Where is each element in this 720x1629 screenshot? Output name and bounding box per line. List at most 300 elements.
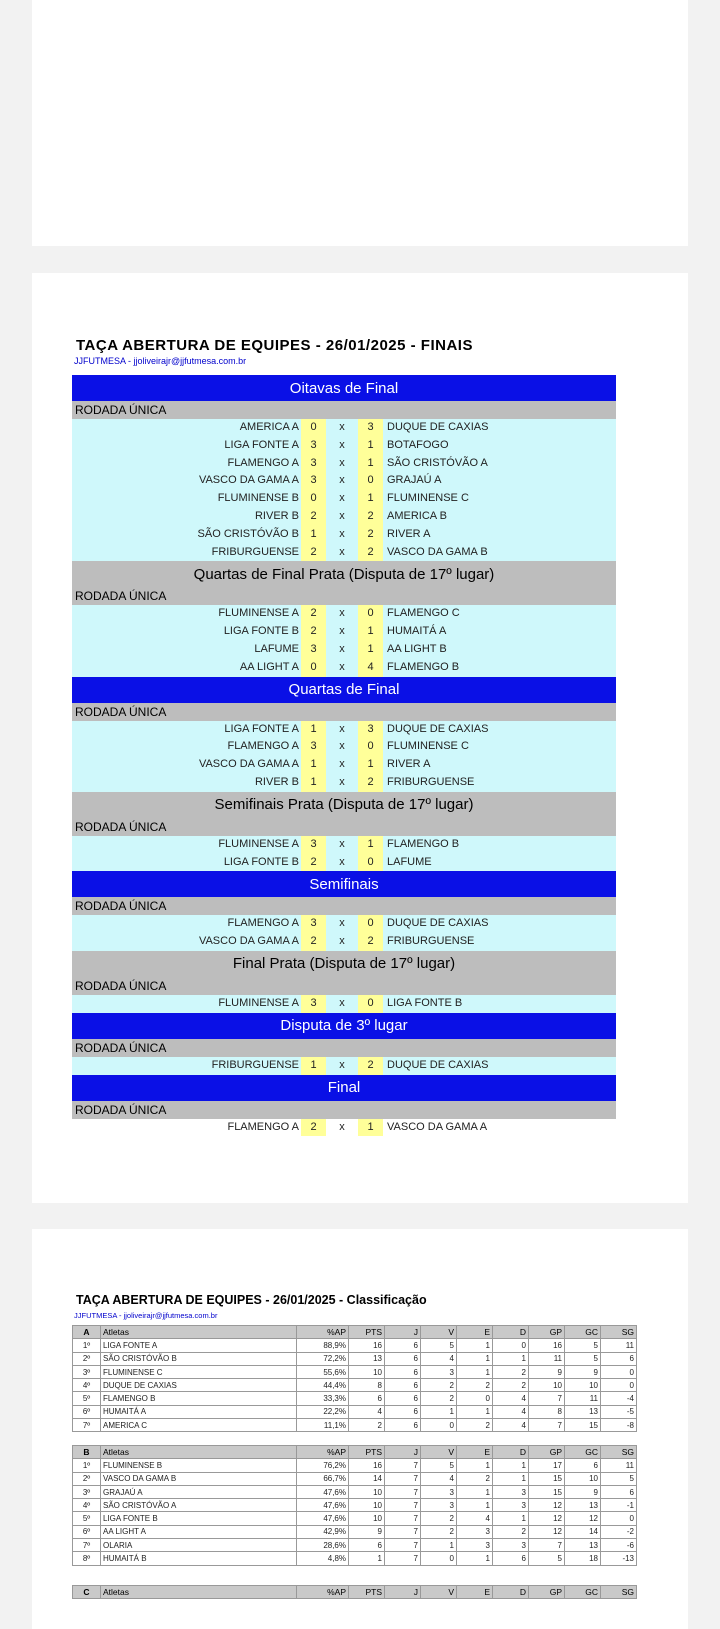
versus-mark: x	[339, 607, 345, 620]
stat-cell: 88,9%	[297, 1339, 349, 1352]
away-team: LIGA FONTE B	[387, 996, 463, 1009]
home-team: FRIBURGUENSE	[211, 1058, 299, 1071]
stat-cell: 15	[529, 1485, 565, 1498]
stat-cell: 1	[457, 1552, 493, 1565]
team-cell: FLAMENGO B	[101, 1392, 297, 1405]
home-team: LAFUME	[254, 642, 299, 655]
stat-cell: 9	[349, 1525, 385, 1538]
stat-cell: 7	[529, 1419, 565, 1432]
away-score: 2	[358, 508, 383, 526]
home-team: LIGA FONTE B	[223, 855, 299, 868]
away-score: 2	[358, 526, 383, 544]
standings-row	[73, 1525, 637, 1538]
away-score: 1	[358, 437, 383, 455]
standings-row	[73, 1339, 637, 1352]
home-team: FLAMENGO A	[227, 1120, 299, 1133]
stat-cell: 11	[529, 1352, 565, 1365]
stat-cell: 2	[457, 1472, 493, 1485]
section-header: Disputa de 3º lugar	[72, 1013, 616, 1039]
column-header: GC	[565, 1586, 601, 1599]
rank-cell: 5º	[73, 1392, 101, 1405]
finals-title: TAÇA ABERTURA DE EQUIPES - 26/01/2025 - FINAIS	[76, 337, 473, 354]
match-row	[72, 641, 616, 659]
round-label: RODADA ÚNICA	[72, 897, 616, 915]
stat-cell: 5	[529, 1552, 565, 1565]
home-score: 0	[301, 490, 326, 508]
finals-page-card	[32, 273, 688, 1203]
group-label: B	[73, 1446, 101, 1459]
stat-cell: 15	[565, 1419, 601, 1432]
match-row	[72, 544, 616, 562]
stat-cell: 6	[565, 1459, 601, 1472]
match-row	[72, 623, 616, 641]
match-row	[72, 738, 616, 756]
group-label: C	[73, 1586, 101, 1599]
away-score: 1	[358, 490, 383, 508]
stat-cell: 7	[385, 1485, 421, 1498]
column-header: D	[493, 1326, 529, 1339]
column-header: SG	[601, 1446, 637, 1459]
stat-cell: 2	[493, 1379, 529, 1392]
stat-cell: 3	[421, 1365, 457, 1378]
stat-cell: 3	[457, 1525, 493, 1538]
stat-cell: 13	[349, 1352, 385, 1365]
group-label: A	[73, 1326, 101, 1339]
home-team: LIGA FONTE B	[223, 625, 299, 638]
stat-cell: 4	[421, 1352, 457, 1365]
match-row	[72, 721, 616, 739]
versus-mark: x	[339, 1058, 345, 1071]
home-score: 1	[301, 721, 326, 739]
home-team: FLAMENGO A	[227, 917, 299, 930]
column-header: Atletas	[101, 1586, 297, 1599]
stat-cell: 12	[529, 1512, 565, 1525]
stat-cell: 16	[349, 1459, 385, 1472]
home-score: 1	[301, 1057, 326, 1075]
away-team: FLAMENGO B	[387, 837, 460, 850]
stat-cell: -4	[601, 1392, 637, 1405]
section-header: Semifinais Prata (Disputa de 17º lugar)	[72, 792, 616, 818]
stat-cell: -5	[601, 1405, 637, 1418]
away-team: FLUMINENSE C	[387, 740, 469, 753]
stat-cell: 1	[493, 1512, 529, 1525]
home-score: 2	[301, 508, 326, 526]
team-cell: HUMAITÁ B	[101, 1552, 297, 1565]
home-score: 1	[301, 526, 326, 544]
home-team: VASCO DA GAMA A	[198, 758, 299, 771]
away-score: 3	[358, 721, 383, 739]
standings-table-group	[72, 1445, 637, 1566]
column-header: D	[493, 1586, 529, 1599]
match-row	[72, 490, 616, 508]
stat-cell: 2	[421, 1525, 457, 1538]
match-row	[72, 1119, 616, 1137]
stat-cell: 2	[493, 1365, 529, 1378]
stat-cell: 6	[349, 1392, 385, 1405]
section-header: Quartas de Final	[72, 677, 616, 703]
home-team: FLUMINENSE A	[218, 607, 299, 620]
versus-mark: x	[339, 1120, 345, 1133]
home-score: 3	[301, 738, 326, 756]
stat-cell: 47,6%	[297, 1512, 349, 1525]
rank-cell: 1º	[73, 1459, 101, 1472]
rank-cell: 7º	[73, 1419, 101, 1432]
home-score: 1	[301, 756, 326, 774]
standings-row	[73, 1419, 637, 1432]
stat-cell: 0	[601, 1365, 637, 1378]
stat-cell: 5	[421, 1459, 457, 1472]
rank-cell: 3º	[73, 1365, 101, 1378]
stat-cell: 4	[421, 1472, 457, 1485]
away-team: DUQUE DE CAXIAS	[387, 917, 489, 930]
team-cell: DUQUE DE CAXIAS	[101, 1379, 297, 1392]
stat-cell: 2	[421, 1379, 457, 1392]
standings-header-row	[73, 1446, 637, 1459]
stat-cell: 7	[385, 1552, 421, 1565]
stat-cell: 4	[493, 1419, 529, 1432]
away-team: BOTAFOGO	[387, 438, 449, 451]
stat-cell: 0	[457, 1392, 493, 1405]
away-score: 0	[358, 738, 383, 756]
team-cell: LIGA FONTE B	[101, 1512, 297, 1525]
stat-cell: 7	[385, 1472, 421, 1485]
stat-cell: 11	[565, 1392, 601, 1405]
away-team: RIVER A	[387, 527, 431, 540]
stat-cell: 7	[385, 1512, 421, 1525]
away-team: DUQUE DE CAXIAS	[387, 722, 489, 735]
away-team: AMERICA B	[387, 509, 447, 522]
section-header: Final Prata (Disputa de 17º lugar)	[72, 951, 616, 977]
stat-cell: 6	[349, 1539, 385, 1552]
versus-mark: x	[339, 758, 345, 771]
round-label: RODADA ÚNICA	[72, 1101, 616, 1119]
stat-cell: 6	[385, 1419, 421, 1432]
stat-cell: 13	[565, 1539, 601, 1552]
home-score: 3	[301, 455, 326, 473]
versus-mark: x	[339, 438, 345, 451]
stat-cell: 3	[457, 1539, 493, 1552]
stat-cell: 4	[457, 1512, 493, 1525]
home-score: 2	[301, 1119, 326, 1137]
away-score: 1	[358, 836, 383, 854]
stat-cell: 0	[421, 1419, 457, 1432]
rank-cell: 6º	[73, 1525, 101, 1538]
stat-cell: 17	[529, 1459, 565, 1472]
stat-cell: 10	[565, 1379, 601, 1392]
column-header: GP	[529, 1326, 565, 1339]
stat-cell: 47,6%	[297, 1499, 349, 1512]
stat-cell: 1	[493, 1459, 529, 1472]
team-cell: AMERICA C	[101, 1419, 297, 1432]
stat-cell: 5	[565, 1352, 601, 1365]
stat-cell: 72,2%	[297, 1352, 349, 1365]
away-team: HUMAITÁ A	[387, 625, 447, 638]
stat-cell: 33,3%	[297, 1392, 349, 1405]
stat-cell: 4	[493, 1392, 529, 1405]
stat-cell: 1	[493, 1352, 529, 1365]
away-score: 0	[358, 472, 383, 490]
versus-mark: x	[339, 456, 345, 469]
stat-cell: 1	[457, 1339, 493, 1352]
away-score: 1	[358, 641, 383, 659]
team-cell: SÃO CRISTÓVÃO B	[101, 1352, 297, 1365]
column-header: V	[421, 1326, 457, 1339]
stat-cell: 7	[385, 1499, 421, 1512]
column-header: GP	[529, 1446, 565, 1459]
section-header: Final	[72, 1075, 616, 1101]
team-cell: GRAJAÚ A	[101, 1485, 297, 1498]
stat-cell: 14	[565, 1525, 601, 1538]
column-header: %AP	[297, 1586, 349, 1599]
home-score: 3	[301, 836, 326, 854]
home-score: 2	[301, 854, 326, 872]
stat-cell: 1	[457, 1352, 493, 1365]
versus-mark: x	[339, 545, 345, 558]
home-score: 0	[301, 419, 326, 437]
column-header: E	[457, 1446, 493, 1459]
stat-cell: 6	[385, 1379, 421, 1392]
stat-cell: 2	[421, 1512, 457, 1525]
home-score: 2	[301, 623, 326, 641]
match-row	[72, 854, 616, 872]
standings-table-group	[72, 1325, 637, 1432]
team-cell: VASCO DA GAMA B	[101, 1472, 297, 1485]
stat-cell: 15	[529, 1472, 565, 1485]
column-header: E	[457, 1586, 493, 1599]
stat-cell: 1	[457, 1485, 493, 1498]
home-team: FLAMENGO A	[227, 740, 299, 753]
stat-cell: 8	[349, 1379, 385, 1392]
stat-cell: 0	[493, 1339, 529, 1352]
stat-cell: 16	[529, 1339, 565, 1352]
stat-cell: 55,6%	[297, 1365, 349, 1378]
column-header: GC	[565, 1446, 601, 1459]
home-team: VASCO DA GAMA A	[198, 935, 299, 948]
stat-cell: 12	[565, 1512, 601, 1525]
stat-cell: 6	[601, 1485, 637, 1498]
stat-cell: -2	[601, 1525, 637, 1538]
stat-cell: 6	[385, 1405, 421, 1418]
stat-cell: 10	[565, 1472, 601, 1485]
home-score: 2	[301, 605, 326, 623]
stat-cell: 11	[601, 1339, 637, 1352]
round-label: RODADA ÚNICA	[72, 587, 616, 605]
standings-row	[73, 1365, 637, 1378]
stat-cell: 10	[349, 1512, 385, 1525]
stat-cell: 1	[421, 1405, 457, 1418]
versus-mark: x	[339, 492, 345, 505]
section-header: Oitavas de Final	[72, 375, 616, 401]
match-row	[72, 472, 616, 490]
home-team: FLUMINENSE A	[218, 996, 299, 1009]
versus-mark: x	[339, 642, 345, 655]
away-score: 3	[358, 419, 383, 437]
column-header: SG	[601, 1326, 637, 1339]
rank-cell: 4º	[73, 1379, 101, 1392]
away-team: GRAJAÚ A	[387, 474, 442, 487]
away-score: 4	[358, 659, 383, 677]
match-row	[72, 437, 616, 455]
column-header: %AP	[297, 1326, 349, 1339]
rank-cell: 4º	[73, 1499, 101, 1512]
home-team: RIVER B	[254, 509, 299, 522]
match-row	[72, 1057, 616, 1075]
column-header: GC	[565, 1326, 601, 1339]
match-row	[72, 836, 616, 854]
stat-cell: 10	[529, 1379, 565, 1392]
away-team: RIVER A	[387, 758, 431, 771]
round-label: RODADA ÚNICA	[72, 818, 616, 836]
stat-cell: 13	[565, 1405, 601, 1418]
away-team: VASCO DA GAMA B	[387, 545, 488, 558]
away-score: 2	[358, 1057, 383, 1075]
section-header: Semifinais	[72, 871, 616, 897]
stat-cell: 10	[349, 1485, 385, 1498]
home-team: AA LIGHT A	[239, 660, 299, 673]
standings-row	[73, 1405, 637, 1418]
column-header: D	[493, 1446, 529, 1459]
away-score: 2	[358, 933, 383, 951]
stat-cell: 10	[349, 1365, 385, 1378]
stat-cell: 1	[349, 1552, 385, 1565]
away-score: 0	[358, 995, 383, 1013]
stat-cell: 0	[601, 1379, 637, 1392]
stat-cell: 7	[529, 1392, 565, 1405]
rank-cell: 6º	[73, 1405, 101, 1418]
versus-mark: x	[339, 527, 345, 540]
match-row	[72, 774, 616, 792]
column-header: J	[385, 1586, 421, 1599]
stat-cell: 1	[457, 1405, 493, 1418]
home-team: RIVER B	[254, 775, 299, 788]
column-header: J	[385, 1326, 421, 1339]
column-header: Atletas	[101, 1326, 297, 1339]
team-cell: AA LIGHT A	[101, 1525, 297, 1538]
away-score: 1	[358, 623, 383, 641]
versus-mark: x	[339, 935, 345, 948]
stat-cell: 10	[349, 1499, 385, 1512]
standings-row	[73, 1485, 637, 1498]
versus-mark: x	[339, 775, 345, 788]
stat-cell: 47,6%	[297, 1485, 349, 1498]
standings-row	[73, 1459, 637, 1472]
round-label: RODADA ÚNICA	[72, 1039, 616, 1057]
rank-cell: 1º	[73, 1339, 101, 1352]
home-team: FLUMINENSE B	[217, 492, 299, 505]
stat-cell: 1	[457, 1365, 493, 1378]
stat-cell: 5	[421, 1339, 457, 1352]
team-cell: FLUMINENSE B	[101, 1459, 297, 1472]
versus-mark: x	[339, 722, 345, 735]
stat-cell: 9	[565, 1485, 601, 1498]
home-team: LIGA FONTE A	[224, 438, 299, 451]
match-row	[72, 933, 616, 951]
stat-cell: 3	[493, 1539, 529, 1552]
match-row	[72, 756, 616, 774]
stat-cell: 11	[601, 1459, 637, 1472]
versus-mark: x	[339, 421, 345, 433]
stat-cell: 4	[493, 1405, 529, 1418]
standings-row	[73, 1379, 637, 1392]
home-score: 0	[301, 659, 326, 677]
home-score: 2	[301, 933, 326, 951]
away-team: AA LIGHT B	[387, 642, 447, 655]
round-label: RODADA ÚNICA	[72, 703, 616, 721]
stat-cell: 66,7%	[297, 1472, 349, 1485]
column-header: E	[457, 1326, 493, 1339]
standings-table-group	[72, 1585, 637, 1599]
column-header: J	[385, 1446, 421, 1459]
team-cell: OLARIA	[101, 1539, 297, 1552]
stat-cell: 1	[493, 1472, 529, 1485]
stat-cell: 6	[601, 1352, 637, 1365]
standings-header-row	[73, 1326, 637, 1339]
stat-cell: 7	[385, 1539, 421, 1552]
blank-page-card	[32, 0, 688, 246]
versus-mark: x	[339, 509, 345, 522]
away-team: DUQUE DE CAXIAS	[387, 1058, 489, 1071]
away-score: 0	[358, 854, 383, 872]
match-row	[72, 605, 616, 623]
stat-cell: 3	[493, 1485, 529, 1498]
away-score: 1	[358, 756, 383, 774]
match-row	[72, 508, 616, 526]
stat-cell: 44,4%	[297, 1379, 349, 1392]
versus-mark: x	[339, 660, 345, 673]
match-row	[72, 915, 616, 933]
stat-cell: 2	[349, 1419, 385, 1432]
stat-cell: 6	[385, 1339, 421, 1352]
away-team: VASCO DA GAMA A	[387, 1120, 488, 1133]
away-score: 0	[358, 605, 383, 623]
stat-cell: 6	[385, 1365, 421, 1378]
team-cell: SÃO CRISTÓVÃO A	[101, 1499, 297, 1512]
stat-cell: 1	[457, 1499, 493, 1512]
away-team: FLAMENGO C	[387, 607, 460, 620]
rank-cell: 2º	[73, 1352, 101, 1365]
away-score: 2	[358, 774, 383, 792]
stat-cell: -8	[601, 1419, 637, 1432]
home-team: FLAMENGO A	[227, 456, 299, 469]
stat-cell: -13	[601, 1552, 637, 1565]
stat-cell: 7	[385, 1459, 421, 1472]
match-row	[72, 995, 616, 1013]
standings-title: TAÇA ABERTURA DE EQUIPES - 26/01/2025 - Classificação	[76, 1293, 427, 1307]
column-header: GP	[529, 1586, 565, 1599]
rank-cell: 7º	[73, 1539, 101, 1552]
stat-cell: 12	[529, 1525, 565, 1538]
away-team: FRIBURGUENSE	[387, 775, 475, 788]
home-score: 3	[301, 915, 326, 933]
home-team: AMERICA A	[239, 421, 299, 433]
team-cell: FLUMINENSE C	[101, 1365, 297, 1378]
rank-cell: 3º	[73, 1485, 101, 1498]
column-header: SG	[601, 1586, 637, 1599]
stat-cell: 3	[421, 1499, 457, 1512]
stat-cell: 0	[601, 1512, 637, 1525]
stat-cell: 2	[457, 1379, 493, 1392]
section-header: Quartas de Final Prata (Disputa de 17º lugar)	[72, 561, 616, 587]
stat-cell: -6	[601, 1539, 637, 1552]
standings-row	[73, 1512, 637, 1525]
column-header: %AP	[297, 1446, 349, 1459]
home-score: 1	[301, 774, 326, 792]
home-score: 3	[301, 472, 326, 490]
stat-cell: 8	[529, 1405, 565, 1418]
stat-cell: 13	[565, 1499, 601, 1512]
away-score: 1	[358, 455, 383, 473]
rank-cell: 2º	[73, 1472, 101, 1485]
